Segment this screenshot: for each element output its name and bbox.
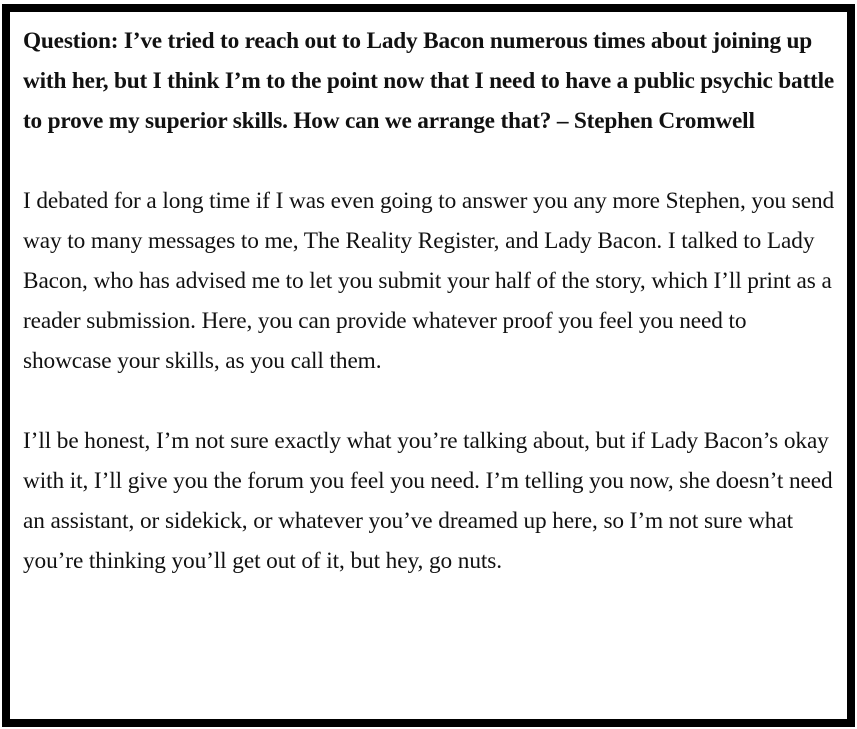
answer-paragraph-2: I’ll be honest, I’m not sure exactly what you’re talking about, but if Lady Bacon’s okay with it, I’ll give you the forum you feel you need. I’m telling you now, she doesn’t need an assistant, or sidekick, or whatever you’ve dreamed up here, so I’m not sure what you’re thinking you’ll get out of it, but hey, go nuts. <box>23 428 833 574</box>
answer-paragraph-1: I debated for a long time if I was even going to answer you any more Stephen, you send way to many messages to me, The Reality Register, and Lady Bacon. I talked to Lady Bacon, who has advised me to let you submit your half of the story, which I’ll print as a reader submission. Here, you can provide whatever proof you feel you need to showcase your skills, as you call them. <box>23 188 835 374</box>
bordered-text-box <box>2 4 855 727</box>
reader-question: Question: I’ve tried to reach out to Lady Bacon numerous times about joining up with her, but I think I’m to the point now that I need to have a public psychic battle to prove my superior skills. How can we arrange that? – Stephen Cromwell <box>23 28 835 134</box>
article-content <box>23 21 835 581</box>
